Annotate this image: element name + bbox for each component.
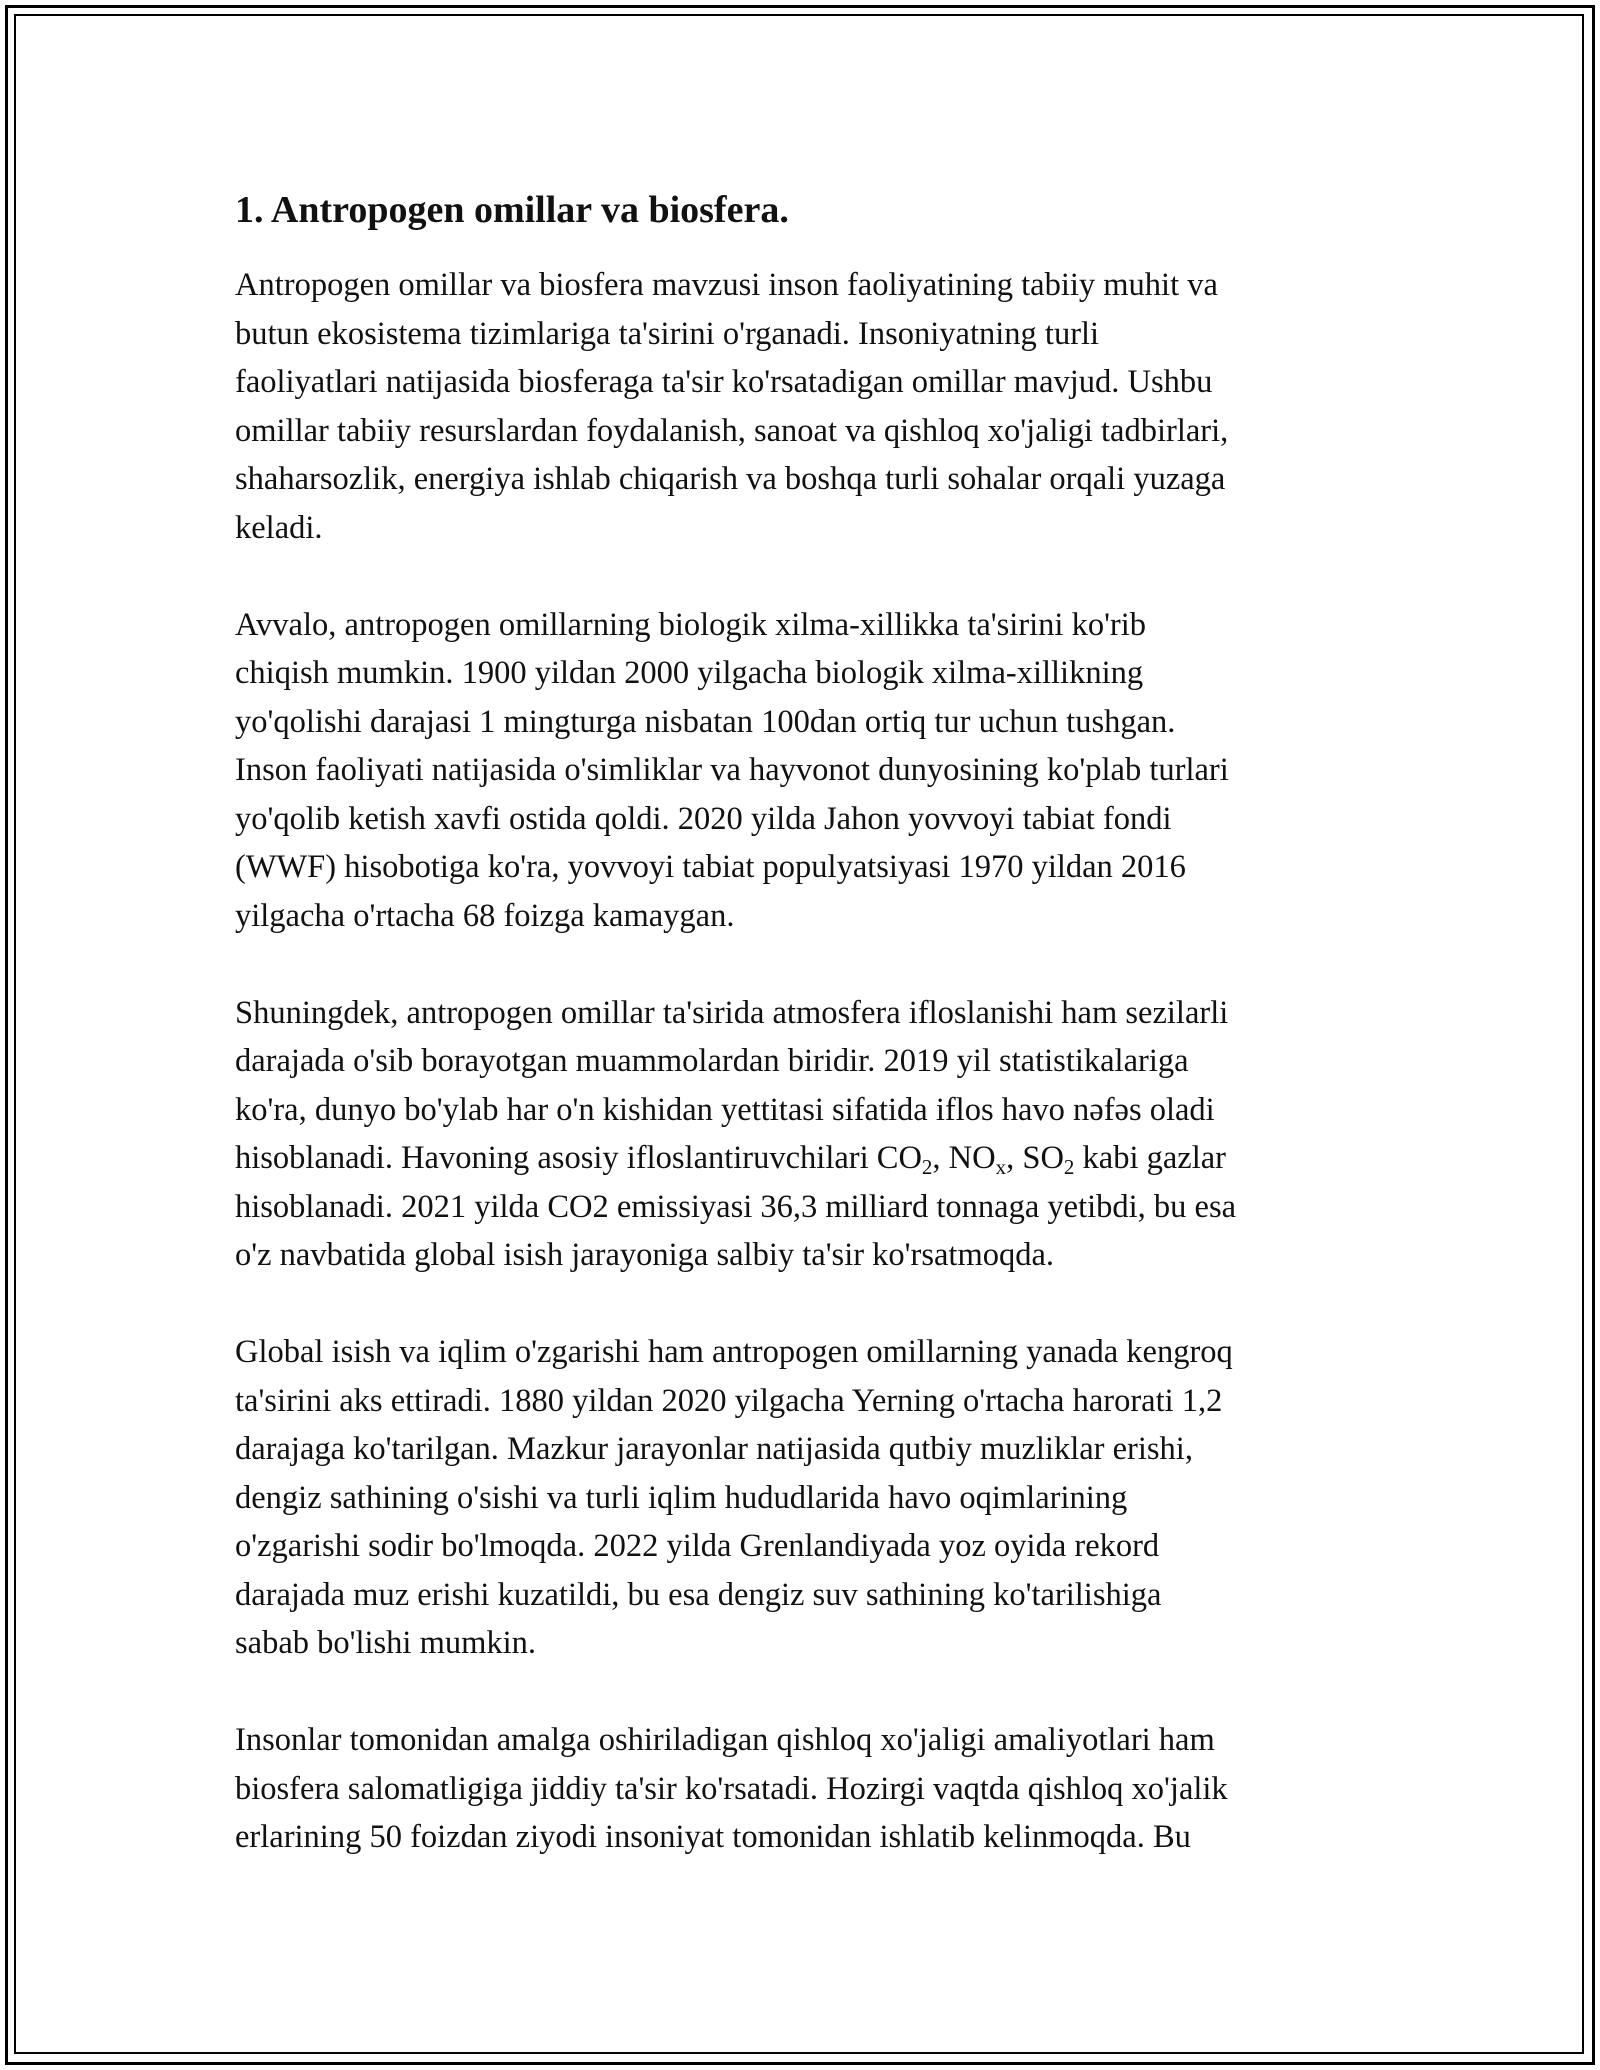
- paragraph-line: Shuningdek, antropogen omillar ta'sirida atmosfera ifloslanishi ham sezilarli: [235, 994, 1229, 1031]
- paragraph-climate: Global isish va iqlim o'zgarishi ham antropogen omillarning yanada kengroq ta'sirini aks ettiradi. 1880 yildan 2020 yilgacha Yerning o'rtacha harorati 1,2 darajaga ko'tarilgan. Mazkur jarayonlar natijasida qutbiy muzliklar erishi, dengiz sathining o'sishi va turli iqlim hududlarida havo oqimlarining o'zgarishi sodir bo'lmoqda. 2022 yilda Grenlandiyada yoz oyida rekord darajada muz erishi kuzatildi, bu esa dengiz suv sathining ko'tarilishiga sabab bo'lishi mumkin.: [235, 1334, 1233, 1662]
- section-heading: 1. Antropogen omillar va biosfera.: [235, 189, 789, 231]
- paragraph-text: , SO: [1006, 1140, 1064, 1177]
- paragraph-agriculture: Insonlar tomonidan amalga oshiriladigan qishloq xo'jaligi amaliyotlari ham biosfera salomatligiga jiddiy ta'sir ko'rsatadi. Hozirgi vaqtda qishloq xo'jalik erlarining 50 foizdan ziyodi insoniyat tomonidan ishlatib kelinmoqda. Bu: [235, 1722, 1228, 1856]
- paragraph-biodiversity: Avvalo, antropogen omillarning biologik xilma-xillikka ta'sirini ko'rib chiqish mumkin. 1900 yildan 2000 yilgacha biologik xilma-xillikning yo'qolishi darajasi 1 mingturga nisbatan 100dan ortiq tur uchun tushgan. Inson faoliyati natijasida o'simliklar va hayvonot dunyosining ko'plab turlari yo'qolib ketish xavfi ostida qoldi. 2020 yilda Jahon yovvoyi tabiat fondi (WWF) hisobotiga ko'ra, yovvoyi tabiat populyatsiyasi 1970 yildan 2016 yilgacha o'rtacha 68 foizga kamaygan.: [235, 606, 1229, 934]
- paragraph-line: hisoblanadi. Havoning asosiy ifloslantiruvchilari CO: [235, 1140, 922, 1177]
- subscript-co2: 2: [921, 1155, 933, 1180]
- paragraph-atmosphere: [235, 989, 1375, 1280]
- paragraph-line: ko'ra, dunyo bo'ylab har o'n kishidan yettitasi sifatida iflos havo nəfəs oladi: [235, 1091, 1215, 1128]
- subscript-so2: 2: [1063, 1155, 1075, 1180]
- paragraph-line: o'z navbatida global isish jarayoniga salbiy ta'sir ko'rsatmoqda.: [235, 1237, 1055, 1274]
- paragraph-intro: Antropogen omillar va biosfera mavzusi inson faoliyatining tabiiy muhit va butun ekosistema tizimlariga ta'sirini o'rganadi. Insoniyatning turli faoliyatlari natijasida biosferaga ta'sir ko'rsatadigan omillar mavjud. Ushbu omillar tabiiy resurslardan foydalanish, sanoat va qishloq xo'jaligi tadbirlari, shaharsozlik, energiya ishlab chiqarish va boshqa turli sohalar orqali yuzaga keladi.: [235, 267, 1229, 546]
- paragraph-text: kabi gazlar: [1074, 1140, 1227, 1177]
- paragraph-line: hisoblanadi. 2021 yilda CO2 emissiyasi 36,3 milliard tonnaga yetibdi, bu esa: [235, 1188, 1237, 1225]
- paragraph-line: darajada o'sib borayotgan muammolardan biridir. 2019 yil statistikalariga: [235, 1043, 1189, 1080]
- paragraph-text: , NO: [932, 1140, 996, 1177]
- subscript-nox: x: [995, 1155, 1007, 1180]
- document-body: [235, 186, 1375, 1910]
